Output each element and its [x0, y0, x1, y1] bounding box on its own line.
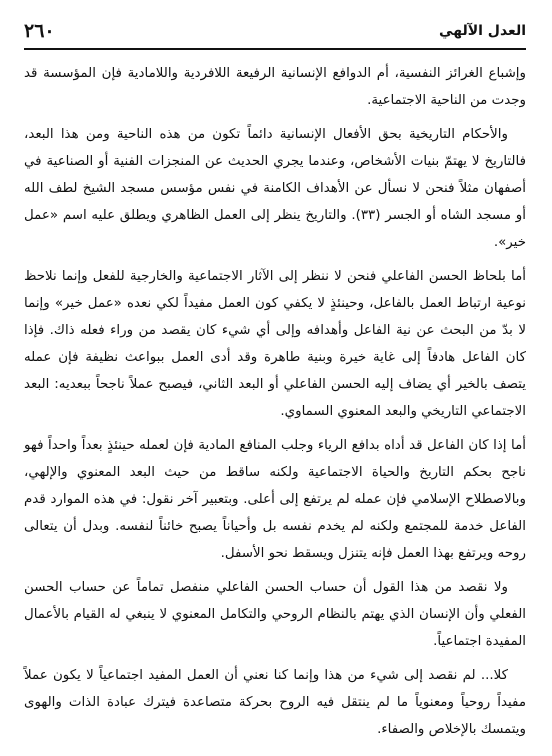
page-body [24, 60, 526, 743]
paragraph: وإشباع الغرائز النفسية، أم الدوافع الإنسانية الرفيعة اللافردية واللامادية فإن المؤسسة قد وجدت من الناحية الاجتماعية. [24, 66, 526, 108]
running-title: العدل الآلهي [439, 23, 526, 39]
header-rule [24, 48, 526, 50]
page-header [24, 18, 526, 44]
paragraph: ولا نقصد من هذا القول أن حساب الحسن الفاعلي منفصل تماماً عن حساب الحسن الفعلي وأن الإنسان الذي يهتم بالنظام الروحي والتكامل المعنوي لا ينبغي له القيام بالأعمال المفيدة اجتماعياً. [24, 580, 526, 649]
paragraph: أما إذا كان الفاعل قد أداه بدافع الرياء وجلب المنافع المادية فإن لعمله حينئذٍ بعداً واحداً فهو ناجح بحكم التاريخ والحياة الاجتماعية ولكنه ساقط من حيث البعد المعنوي والإلهي، وبالاصطلاح الإسلامي فإن عمله لم يرتفع إلى أعلى. وبتعبير آخر نقول: في هذه الموارد قدم الفاعل خدمة للمجتمع ولكنه لم يخدم نفسه بل وأحياناً يصبح خائناً لنفسه. وبدل أن يتعالى روحه ويرتفع بهذا العمل فإنه يتنزل ويسقط نحو الأسفل. [24, 438, 526, 561]
page-number: ٢٦٠ [24, 20, 55, 42]
paragraph: والأحكام التاريخية بحق الأفعال الإنسانية دائماً تكون من هذه الناحية ومن هذا البعد، فالتاريخ لا يهتمّ بنيات الأشخاص، وعندما يجري الحديث عن المنجزات الفنية أو الصناعية في أصفهان مثلاً فنحن لا نسأل عن الأهداف الكامنة في نفس مؤسس مسجد الشيخ لطف الله أو مسجد الشاه أو الجسر (٣٣). والتاريخ ينظر إلى العمل الظاهري ويطلق عليه اسم «عمل خير». [24, 127, 526, 250]
paragraph: أما بلحاظ الحسن الفاعلي فنحن لا ننظر إلى الآثار الاجتماعية والخارجية للفعل وإنما نلاحظ نوعية ارتباط العمل بالفاعل، وحينئذٍ لا يكفي كون العمل مفيداً لكي نعده «عمل خير» وإنما لا بدّ من البحث عن نية الفاعل وأهدافه وإلى أي شيء كان يقصد من وراء فعله ذاك. فإذا كان الفاعل هادفاً إلى غاية خيرة وبنية طاهرة وقد أدى العمل ببواعث نظيفة فإن عمله يتصف بالخير أي يضاف إليه الحسن الفاعلي أو البعد الثاني، فيصبح عملاً ناجحاً ببعديه: البعد الاجتماعي التاريخي والبعد المعنوي السماوي. [24, 269, 526, 419]
paragraph: كلا... لم نقصد إلى شيء من هذا وإنما كنا نعني أن العمل المفيد اجتماعياً لا يكون عملاً مفيداً روحياً ومعنوياً ما لم ينتقل فيه الروح بحركة متصاعدة فيترك عبادة الذات والهوى ويتمسك بالإخلاص والصفاء. [24, 668, 526, 737]
